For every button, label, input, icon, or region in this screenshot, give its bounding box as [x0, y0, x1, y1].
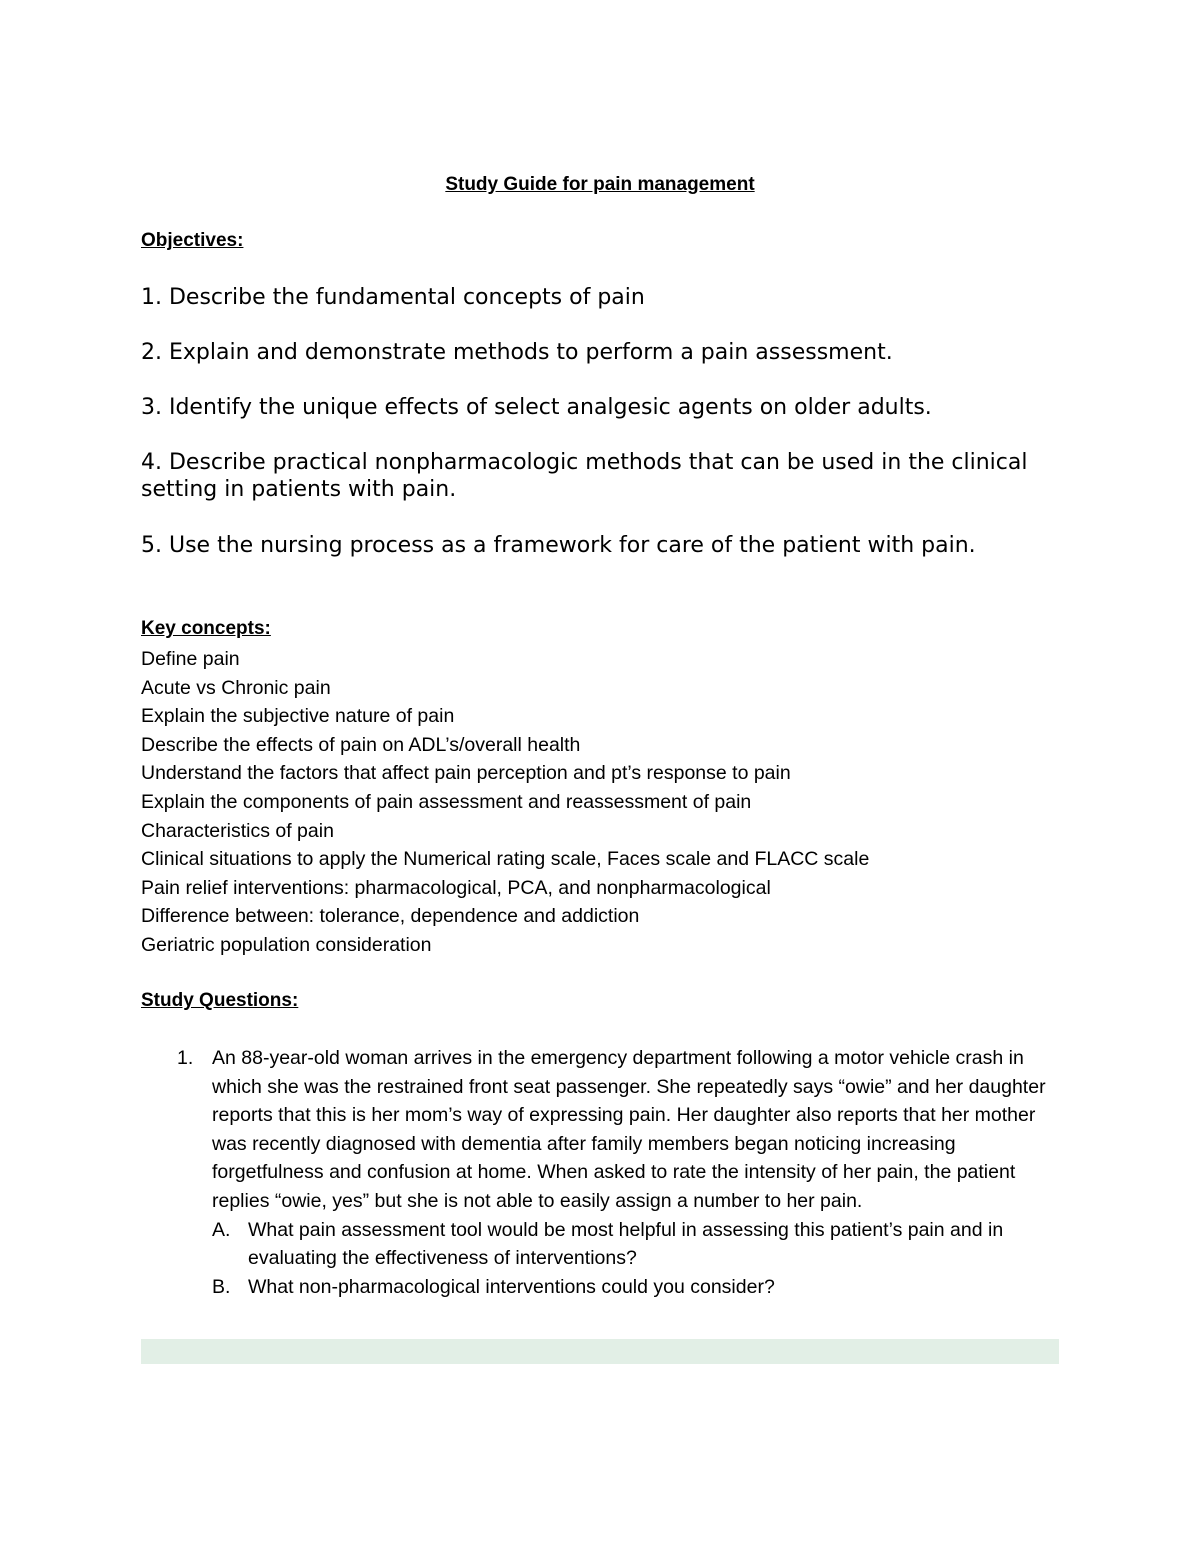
list-item: Acute vs Chronic pain — [141, 676, 331, 699]
list-item: Explain the subjective nature of pain — [141, 705, 455, 728]
list-item: Geriatric population consideration — [141, 933, 432, 956]
question-number: 1. — [177, 1047, 194, 1069]
question-text: An 88-year-old woman arrives in the emergency department following a motor vehicle crash in which she was the restrained front seat passenger. She repeatedly says “owie” and her daughter reports that this is her mom’s way of expressing pain. Her daughter also reports that her mother was recently diagnosed with dementia after family members began noticing increasing forgetfulness and confusion at home. When asked to rate the intensity of her pain, the patient replies “owie, yes” but she is not able to easily assign a number to her pain. — [212, 1047, 1046, 1212]
study-questions-heading: Study Questions: — [141, 990, 299, 1011]
study-question — [141, 1044, 1071, 1301]
sub-question-letter: A. — [212, 1218, 231, 1241]
list-item: Define pain — [141, 648, 240, 670]
objective-item: 5. Use the nursing process as a framework for care of the patient with pain. — [141, 533, 976, 558]
objective-item: 3. Identify the unique effects of select analgesic agents on older adults. — [141, 395, 932, 420]
list-item: Pain relief interventions: pharmacological, PCA, and nonpharmacological — [141, 876, 771, 899]
key-concepts-heading: Key concepts: — [141, 618, 271, 639]
sub-question-row — [141, 1216, 1071, 1273]
shaded-band — [141, 1339, 1059, 1364]
sub-question-text: What pain assessment tool would be most helpful in assessing this patient’s pain and in evaluating the effectiveness of interventions? — [248, 1218, 1004, 1270]
list-item: Describe the effects of pain on ADL’s/overall health — [141, 733, 581, 756]
sub-question-row — [141, 1273, 1071, 1302]
key-concepts-list — [141, 645, 1101, 960]
objective-item: 1. Describe the fundamental concepts of pain — [141, 285, 645, 310]
question-row — [141, 1044, 1071, 1216]
list-item: Characteristics of pain — [141, 819, 334, 842]
page-title: Study Guide for pain management — [445, 174, 755, 195]
list-item: Explain the components of pain assessment and reassessment of pain — [141, 790, 752, 813]
objective-item: 2. Explain and demonstrate methods to perform a pain assessment. — [141, 340, 893, 365]
objective-item: 4. Describe practical nonpharmacologic methods that can be used in the clinical setting in patients with pain. — [141, 450, 1028, 502]
list-item: Clinical situations to apply the Numerical rating scale, Faces scale and FLACC scale — [141, 848, 870, 871]
list-item: Difference between: tolerance, dependence and addiction — [141, 905, 640, 928]
sub-question-text: What non-pharmacological interventions could you consider? — [248, 1275, 775, 1298]
sub-question-letter: B. — [212, 1275, 231, 1298]
objectives-heading: Objectives: — [141, 230, 244, 251]
list-item: Understand the factors that affect pain perception and pt’s response to pain — [141, 762, 791, 785]
